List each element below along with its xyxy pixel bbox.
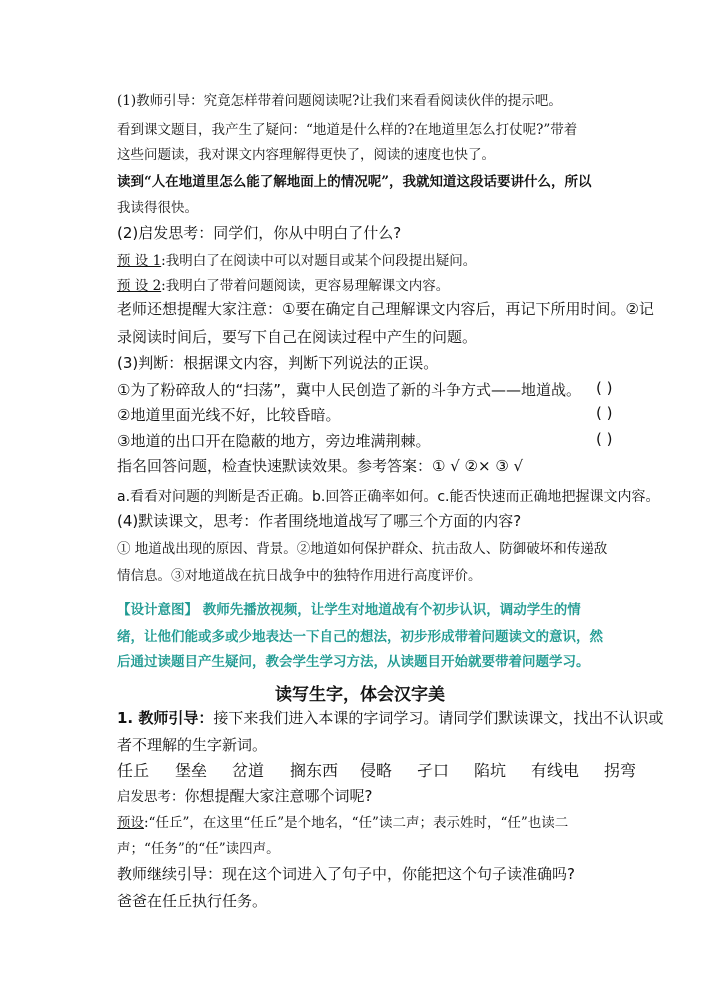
question-1-cont: 者不理解的生字新词。 [117,736,268,754]
word-item: 有线电 [531,761,580,780]
paragraph-7b: 录阅读时间后，要写下自己在阅读过程中产生的问题。 [117,328,478,346]
design-intent-b: 绪，让他们能或多或少地表达一下自己的想法，初步形成带着问题读文的意识，然 [117,629,603,645]
paragraph-3b: 我读得很快。 [117,200,198,216]
word-item: 搁东西 [290,761,339,780]
preset-1 [117,249,476,269]
paragraph-2a: 看到课文题目，我产生了疑问：“地道是什么样的?在地道里怎么打仗呢?”带着 [117,122,578,138]
preset-2-label: 预 设 2 [117,278,162,294]
preset-3-cont: 声；“任务”的“任”读四声。 [117,841,280,857]
preset-3-text: :“任丘”，在这里“任丘”是个地名，“任”读二声；表示姓时，“任”也读二 [144,815,569,831]
answer-blank-1: ( ) [596,379,613,397]
preset-3-label: 预设 [117,815,144,831]
preset-1-text: :我明白了在阅读中可以对题目或某个问段提出疑问。 [161,253,477,269]
judge-item-2: ②地道里面光线不好，比较昏暗。 [117,406,341,424]
answer-blank-2: ( ) [596,404,613,422]
preset-1-label: 预 设 1 [117,253,162,269]
paragraph-8: (3)判断：根据课文内容，判断下列说法的正误。 [117,354,439,372]
question-1-text: 接下来我们进入本课的字词学习。请同学们默读课文，找出不认识或 [213,709,664,727]
paragraph-9: 指名回答问题，检查快速默读效果。参考答案：① √ ②× ③ √ [117,457,524,475]
think-label: 启发思考： [117,789,185,805]
judge-item-3: ③地道的出口开在隐蔽的地方，旁边堆满荆棘。 [117,432,431,450]
think-prompt [117,785,372,806]
word-item: 堡垒 [175,761,208,780]
paragraph-3a: 读到“人在地道里怎么能了解地面上的情况呢”，我就知道这段话要讲什么，所以 [117,174,592,190]
paragraph-2b: 这些问题读，我对课文内容理解得更快了，阅读的速度也快了。 [117,147,495,163]
word-item: 侵略 [360,761,393,780]
word-item: 孑口 [417,761,450,780]
paragraph-11: (4)默读课文，思考：作者围绕地道战写了哪三个方面的内容? [117,512,522,530]
paragraph-12a: ① 地道战出现的原因、背景。②地道如何保护群众、抗击敌人、防御破坏和传递敌 [117,541,608,557]
section-heading: 读写生字，体会汉字美 [275,685,445,705]
question-1 [117,707,663,728]
paragraph-1: (1)教师引导：究竟怎样带着问题阅读呢?让我们来看看阅读伙伴的提示吧。 [117,93,562,109]
answer-blank-3: ( ) [596,430,613,448]
example-sentence: 爸爸在任丘执行任务。 [117,892,268,910]
judge-item-1: ①为了粉碎敌人的“扫荡”，冀中人民创造了新的斗争方式——地道战。 [117,381,581,399]
word-item: 拐弯 [604,761,637,780]
design-intent-c: 后通过读题目产生疑问，教会学生学习方法，从读题目开始就要带着问题学习。 [117,654,590,670]
paragraph-4: (2)启发思考：同学们，你从中明白了什么? [117,224,402,242]
word-item: 陷坑 [474,761,507,780]
word-item: 任丘 [117,761,150,780]
preset-2-text: :我明白了带着问题阅读，更容易理解课文内容。 [161,278,450,294]
teacher-continue: 教师继续引导：现在这个词进入了句子中，你能把这个句子读准确吗? [117,865,575,883]
word-item: 岔道 [232,761,265,780]
paragraph-10: a.看看对问题的判断是否正确。b.回答正确率如何。c.能否快速而正确地把握课文内容。 [117,489,660,505]
paragraph-12b: 情信息。③对地道战在抗日战争中的独特作用进行高度评价。 [117,568,482,584]
think-text: 你想提醒大家注意哪个词呢? [184,787,373,805]
design-intent-a: 【设计意图】 教师先播放视频，让学生对地道战有个初步认识，调动学生的情 [117,602,581,618]
question-1-number: 1. 教师引导： [117,709,214,727]
preset-3 [117,811,568,831]
preset-2 [117,274,449,294]
paragraph-7a: 老师还想提醒大家注意：①要在确定自己理解课文内容后，再记下所用时间。②记 [117,300,654,318]
